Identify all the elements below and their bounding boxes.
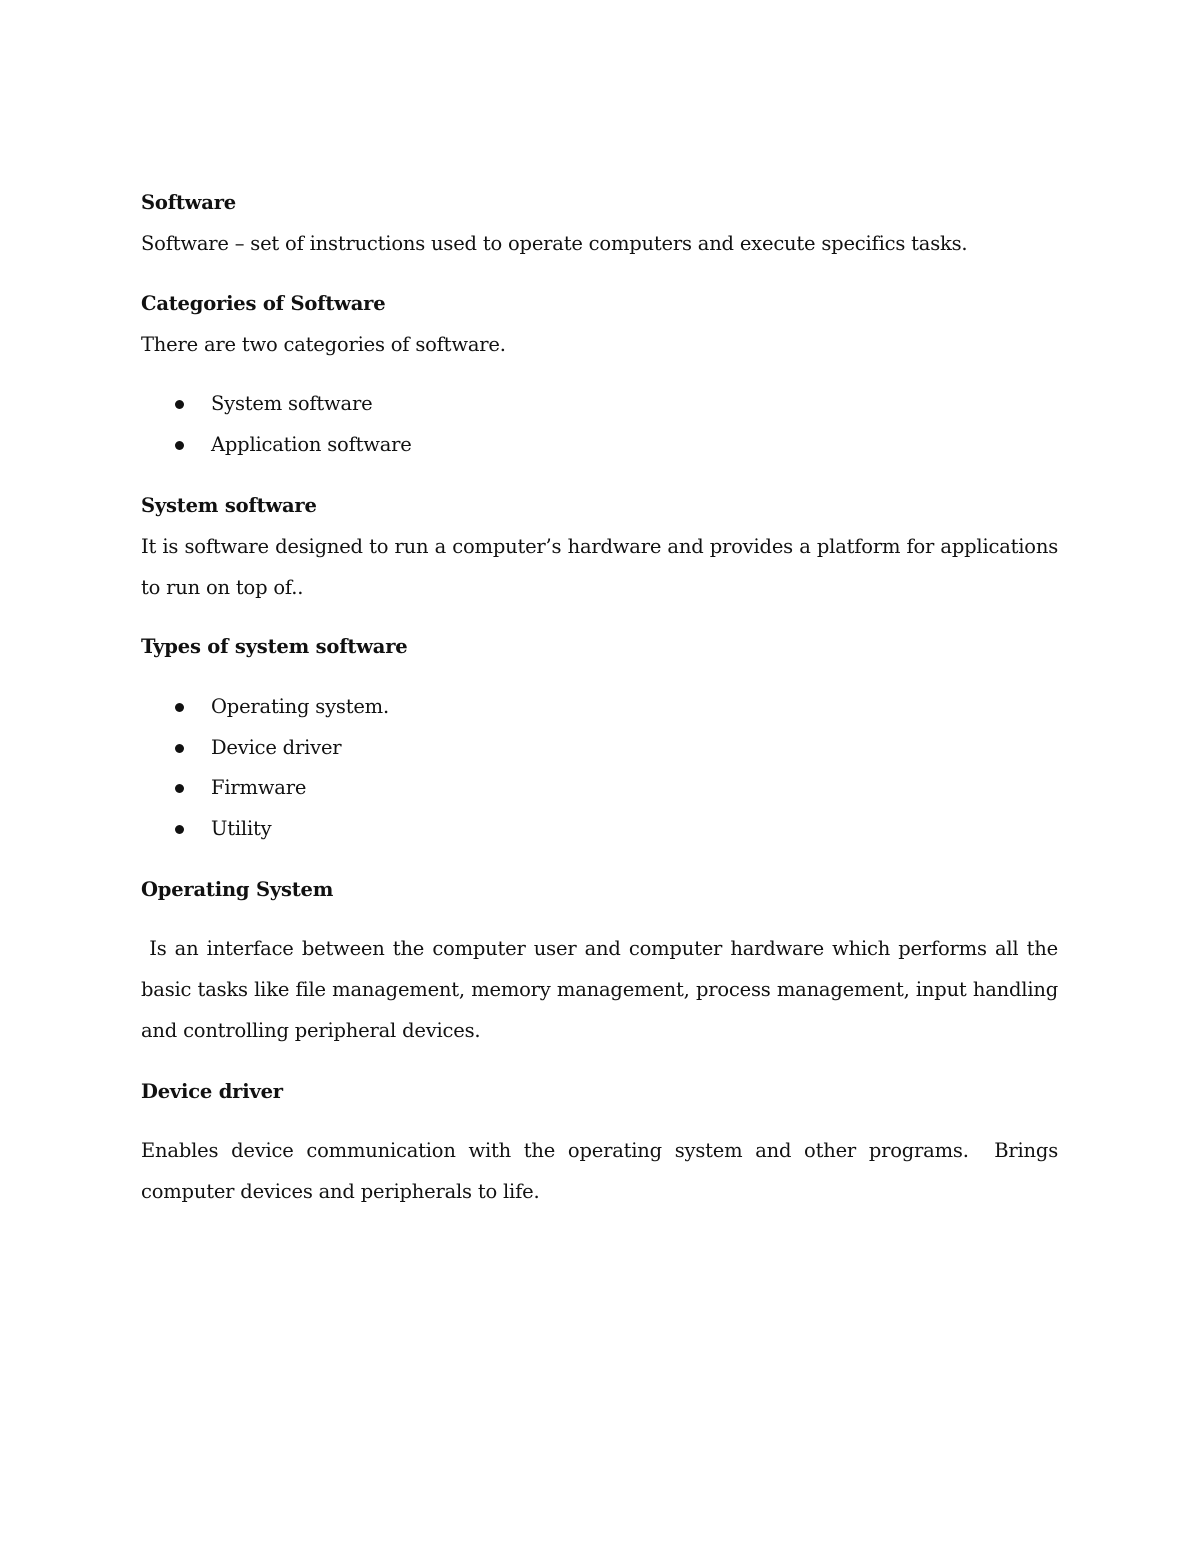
bullet-icon [175, 703, 184, 712]
list-item [141, 728, 1058, 769]
bullet-icon [175, 825, 184, 834]
paragraph-software-definition: Software – set of instructions used to operate computers and execute specifics tasks. [141, 232, 968, 255]
list-item-label: System software [211, 392, 373, 415]
paragraph-categories-intro: There are two categories of software. [141, 333, 506, 356]
list-item-label: Operating system. [211, 695, 389, 718]
bullet-icon [175, 784, 184, 793]
paragraph-operating-system: Is an interface between the computer user and computer hardware which performs all the basic tasks like file management, memory management, process management, input handling and controlling peripheral devices. [141, 937, 1064, 1042]
heading-categories-of-software: Categories of Software [141, 292, 386, 315]
list-item-label: Device driver [211, 735, 342, 759]
paragraph-device-driver: Enables device communication with the operating system and other programs. Brings computer devices and peripherals to life. [141, 1139, 1064, 1203]
heading-operating-system: Operating System [141, 878, 334, 901]
heading-device-driver: Device driver [141, 1080, 283, 1103]
list-item [141, 384, 1058, 425]
heading-types-of-system-software: Types of system software [141, 635, 408, 658]
list-item [141, 768, 1058, 809]
list-item [141, 809, 1058, 850]
bullet-icon [175, 441, 184, 450]
list-item-label: Utility [211, 816, 272, 840]
heading-software: Software [141, 191, 236, 214]
bullet-icon [175, 744, 184, 753]
list-item [141, 425, 1058, 466]
list-system-software-types [141, 687, 1058, 849]
bullet-icon [175, 400, 184, 409]
list-software-categories [141, 384, 1058, 465]
paragraph-system-software: It is software designed to run a computer’s hardware and provides a platform for applications to run on top of.. [141, 535, 1058, 599]
list-item-label: Application software [211, 432, 412, 456]
heading-system-software: System software [141, 494, 317, 517]
list-item-label: Firmware [211, 776, 307, 799]
list-item [141, 687, 1058, 728]
